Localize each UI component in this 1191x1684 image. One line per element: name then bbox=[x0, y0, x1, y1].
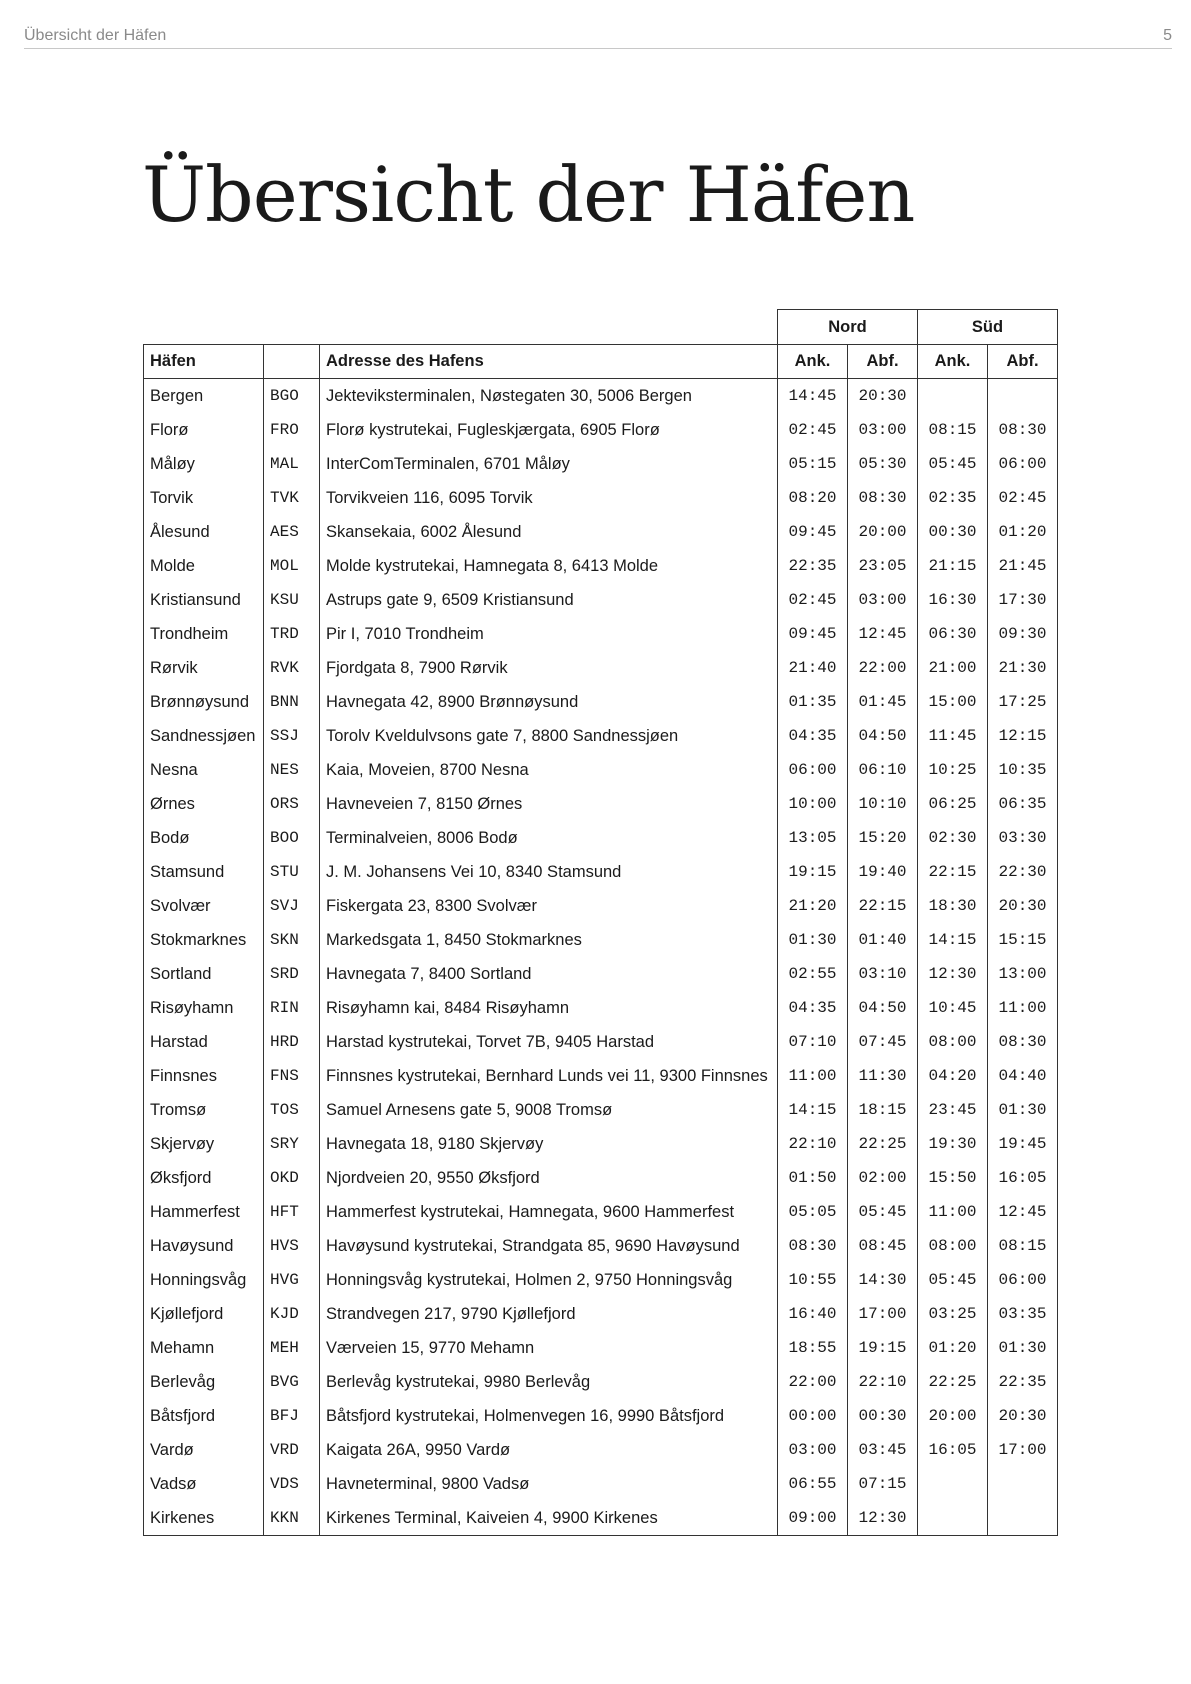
cell-code: FNS bbox=[264, 1059, 320, 1093]
cell-port: Ålesund bbox=[144, 515, 264, 549]
cell-sued-arrival: 14:15 bbox=[918, 923, 988, 957]
cell-port: Nesna bbox=[144, 753, 264, 787]
cell-sued-arrival: 10:45 bbox=[918, 991, 988, 1025]
table-row bbox=[144, 787, 1058, 821]
table-row bbox=[144, 1229, 1058, 1263]
cell-sued-arrival: 16:05 bbox=[918, 1433, 988, 1467]
cell-nord-departure: 03:00 bbox=[848, 413, 918, 447]
col-header-code bbox=[264, 345, 320, 379]
cell-sued-arrival: 15:50 bbox=[918, 1161, 988, 1195]
cell-sued-arrival: 06:30 bbox=[918, 617, 988, 651]
cell-code: BFJ bbox=[264, 1399, 320, 1433]
cell-sued-departure: 21:30 bbox=[988, 651, 1058, 685]
cell-address: Kirkenes Terminal, Kaiveien 4, 9900 Kirkenes bbox=[320, 1501, 778, 1536]
cell-nord-arrival: 21:20 bbox=[778, 889, 848, 923]
table-row bbox=[144, 1025, 1058, 1059]
cell-nord-arrival: 10:55 bbox=[778, 1263, 848, 1297]
cell-code: KSU bbox=[264, 583, 320, 617]
cell-address: Fiskergata 23, 8300 Svolvær bbox=[320, 889, 778, 923]
cell-address: Havneterminal, 9800 Vadsø bbox=[320, 1467, 778, 1501]
cell-code: TRD bbox=[264, 617, 320, 651]
cell-code: SKN bbox=[264, 923, 320, 957]
cell-nord-departure: 11:30 bbox=[848, 1059, 918, 1093]
cell-sued-arrival: 18:30 bbox=[918, 889, 988, 923]
cell-nord-arrival: 14:15 bbox=[778, 1093, 848, 1127]
table-row bbox=[144, 1059, 1058, 1093]
cell-address: Molde kystrutekai, Hamnegata 8, 6413 Molde bbox=[320, 549, 778, 583]
group-header-nord: Nord bbox=[778, 310, 918, 345]
cell-code: ORS bbox=[264, 787, 320, 821]
cell-sued-arrival: 21:15 bbox=[918, 549, 988, 583]
cell-nord-departure: 05:45 bbox=[848, 1195, 918, 1229]
table-row bbox=[144, 1433, 1058, 1467]
cell-address: Havnegata 42, 8900 Brønnøysund bbox=[320, 685, 778, 719]
cell-code: HVS bbox=[264, 1229, 320, 1263]
cell-sued-departure: 01:30 bbox=[988, 1093, 1058, 1127]
cell-sued-arrival: 19:30 bbox=[918, 1127, 988, 1161]
cell-address: Markedsgata 1, 8450 Stokmarknes bbox=[320, 923, 778, 957]
col-header-sued-departure: Abf. bbox=[988, 345, 1058, 379]
cell-port: Berlevåg bbox=[144, 1365, 264, 1399]
table-row bbox=[144, 719, 1058, 753]
cell-nord-arrival: 01:35 bbox=[778, 685, 848, 719]
cell-sued-arrival: 02:35 bbox=[918, 481, 988, 515]
cell-port: Rørvik bbox=[144, 651, 264, 685]
cell-nord-departure: 07:45 bbox=[848, 1025, 918, 1059]
column-header-row bbox=[144, 345, 1058, 379]
cell-address: Værveien 15, 9770 Mehamn bbox=[320, 1331, 778, 1365]
running-header-title: Übersicht der Häfen bbox=[24, 27, 167, 44]
cell-port: Kristiansund bbox=[144, 583, 264, 617]
cell-nord-arrival: 03:00 bbox=[778, 1433, 848, 1467]
cell-port: Finnsnes bbox=[144, 1059, 264, 1093]
cell-address: J. M. Johansens Vei 10, 8340 Stamsund bbox=[320, 855, 778, 889]
cell-sued-arrival bbox=[918, 379, 988, 414]
cell-nord-arrival: 07:10 bbox=[778, 1025, 848, 1059]
cell-port: Bodø bbox=[144, 821, 264, 855]
ports-table bbox=[143, 309, 1058, 1536]
cell-port: Svolvær bbox=[144, 889, 264, 923]
table-row bbox=[144, 923, 1058, 957]
cell-sued-departure: 08:15 bbox=[988, 1229, 1058, 1263]
table-row bbox=[144, 447, 1058, 481]
cell-port: Øksfjord bbox=[144, 1161, 264, 1195]
cell-sued-arrival: 05:45 bbox=[918, 447, 988, 481]
cell-code: MEH bbox=[264, 1331, 320, 1365]
cell-address: Båtsfjord kystrutekai, Holmenvegen 16, 9990 Båtsfjord bbox=[320, 1399, 778, 1433]
cell-sued-departure: 06:00 bbox=[988, 447, 1058, 481]
table-row bbox=[144, 1501, 1058, 1536]
cell-sued-departure: 20:30 bbox=[988, 889, 1058, 923]
cell-nord-departure: 19:40 bbox=[848, 855, 918, 889]
cell-address: Skansekaia, 6002 Ålesund bbox=[320, 515, 778, 549]
group-header-row bbox=[144, 310, 1058, 345]
cell-nord-departure: 12:30 bbox=[848, 1501, 918, 1536]
cell-sued-departure bbox=[988, 1501, 1058, 1536]
table-row bbox=[144, 1127, 1058, 1161]
cell-sued-departure: 19:45 bbox=[988, 1127, 1058, 1161]
cell-sued-arrival: 23:45 bbox=[918, 1093, 988, 1127]
table-row bbox=[144, 889, 1058, 923]
cell-nord-departure: 08:45 bbox=[848, 1229, 918, 1263]
cell-address: Kaigata 26A, 9950 Vardø bbox=[320, 1433, 778, 1467]
cell-sued-departure: 12:15 bbox=[988, 719, 1058, 753]
cell-nord-arrival: 08:20 bbox=[778, 481, 848, 515]
cell-sued-departure: 06:35 bbox=[988, 787, 1058, 821]
col-header-port: Häfen bbox=[144, 345, 264, 379]
cell-nord-arrival: 06:00 bbox=[778, 753, 848, 787]
table-row bbox=[144, 991, 1058, 1025]
cell-port: Måløy bbox=[144, 447, 264, 481]
cell-nord-arrival: 10:00 bbox=[778, 787, 848, 821]
cell-sued-departure: 11:00 bbox=[988, 991, 1058, 1025]
cell-sued-arrival: 08:15 bbox=[918, 413, 988, 447]
ports-table-body bbox=[144, 379, 1058, 1536]
cell-port: Florø bbox=[144, 413, 264, 447]
cell-nord-arrival: 09:45 bbox=[778, 515, 848, 549]
cell-port: Stokmarknes bbox=[144, 923, 264, 957]
cell-code: HVG bbox=[264, 1263, 320, 1297]
cell-nord-arrival: 06:55 bbox=[778, 1467, 848, 1501]
cell-sued-departure: 03:35 bbox=[988, 1297, 1058, 1331]
table-row bbox=[144, 617, 1058, 651]
cell-nord-departure: 17:00 bbox=[848, 1297, 918, 1331]
cell-nord-departure: 01:40 bbox=[848, 923, 918, 957]
cell-sued-arrival: 11:00 bbox=[918, 1195, 988, 1229]
cell-port: Molde bbox=[144, 549, 264, 583]
cell-sued-arrival: 10:25 bbox=[918, 753, 988, 787]
cell-nord-arrival: 22:35 bbox=[778, 549, 848, 583]
cell-nord-arrival: 13:05 bbox=[778, 821, 848, 855]
table-row bbox=[144, 1297, 1058, 1331]
cell-port: Stamsund bbox=[144, 855, 264, 889]
cell-nord-departure: 08:30 bbox=[848, 481, 918, 515]
cell-nord-arrival: 05:05 bbox=[778, 1195, 848, 1229]
cell-sued-departure: 17:25 bbox=[988, 685, 1058, 719]
cell-address: Finnsnes kystrutekai, Bernhard Lunds vei 11, 9300 Finnsnes bbox=[320, 1059, 778, 1093]
cell-nord-departure: 06:10 bbox=[848, 753, 918, 787]
page-number: 5 bbox=[1163, 27, 1172, 44]
cell-nord-departure: 22:00 bbox=[848, 651, 918, 685]
cell-address: Florø kystrutekai, Fugleskjærgata, 6905 Florø bbox=[320, 413, 778, 447]
cell-port: Kjøllefjord bbox=[144, 1297, 264, 1331]
cell-sued-arrival: 06:25 bbox=[918, 787, 988, 821]
cell-sued-arrival: 20:00 bbox=[918, 1399, 988, 1433]
table-row bbox=[144, 481, 1058, 515]
cell-sued-arrival: 22:25 bbox=[918, 1365, 988, 1399]
table-row bbox=[144, 1399, 1058, 1433]
cell-sued-departure bbox=[988, 1467, 1058, 1501]
cell-sued-departure: 22:35 bbox=[988, 1365, 1058, 1399]
cell-sued-arrival bbox=[918, 1467, 988, 1501]
table-row bbox=[144, 583, 1058, 617]
cell-address: Havneveien 7, 8150 Ørnes bbox=[320, 787, 778, 821]
cell-sued-arrival: 08:00 bbox=[918, 1229, 988, 1263]
cell-nord-departure: 14:30 bbox=[848, 1263, 918, 1297]
cell-code: HRD bbox=[264, 1025, 320, 1059]
cell-sued-arrival: 00:30 bbox=[918, 515, 988, 549]
cell-address: Torolv Kveldulvsons gate 7, 8800 Sandnessjøen bbox=[320, 719, 778, 753]
cell-sued-departure: 10:35 bbox=[988, 753, 1058, 787]
cell-sued-departure: 16:05 bbox=[988, 1161, 1058, 1195]
cell-nord-arrival: 22:00 bbox=[778, 1365, 848, 1399]
col-header-sued-arrival: Ank. bbox=[918, 345, 988, 379]
table-row bbox=[144, 1467, 1058, 1501]
cell-port: Båtsfjord bbox=[144, 1399, 264, 1433]
cell-nord-arrival: 18:55 bbox=[778, 1331, 848, 1365]
cell-address: Pir I, 7010 Trondheim bbox=[320, 617, 778, 651]
cell-code: MOL bbox=[264, 549, 320, 583]
cell-port: Honningsvåg bbox=[144, 1263, 264, 1297]
cell-code: AES bbox=[264, 515, 320, 549]
cell-nord-arrival: 16:40 bbox=[778, 1297, 848, 1331]
cell-sued-arrival: 22:15 bbox=[918, 855, 988, 889]
cell-nord-departure: 03:45 bbox=[848, 1433, 918, 1467]
col-header-address: Adresse des Hafens bbox=[320, 345, 778, 379]
cell-code: RVK bbox=[264, 651, 320, 685]
cell-code: FRO bbox=[264, 413, 320, 447]
table-row bbox=[144, 379, 1058, 414]
cell-code: TVK bbox=[264, 481, 320, 515]
cell-sued-departure: 22:30 bbox=[988, 855, 1058, 889]
cell-sued-arrival: 15:00 bbox=[918, 685, 988, 719]
cell-address: Havnegata 7, 8400 Sortland bbox=[320, 957, 778, 991]
cell-nord-departure: 20:00 bbox=[848, 515, 918, 549]
cell-address: InterComTerminalen, 6701 Måløy bbox=[320, 447, 778, 481]
table-row bbox=[144, 957, 1058, 991]
table-row bbox=[144, 1195, 1058, 1229]
cell-port: Havøysund bbox=[144, 1229, 264, 1263]
cell-nord-departure: 04:50 bbox=[848, 991, 918, 1025]
cell-port: Harstad bbox=[144, 1025, 264, 1059]
cell-address: Torvikveien 116, 6095 Torvik bbox=[320, 481, 778, 515]
cell-address: Risøyhamn kai, 8484 Risøyhamn bbox=[320, 991, 778, 1025]
cell-code: SSJ bbox=[264, 719, 320, 753]
cell-nord-departure: 03:10 bbox=[848, 957, 918, 991]
cell-nord-departure: 01:45 bbox=[848, 685, 918, 719]
cell-sued-departure: 03:30 bbox=[988, 821, 1058, 855]
cell-sued-arrival: 11:45 bbox=[918, 719, 988, 753]
cell-sued-departure: 17:30 bbox=[988, 583, 1058, 617]
cell-nord-departure: 22:15 bbox=[848, 889, 918, 923]
cell-port: Ørnes bbox=[144, 787, 264, 821]
cell-address: Terminalveien, 8006 Bodø bbox=[320, 821, 778, 855]
cell-port: Torvik bbox=[144, 481, 264, 515]
cell-port: Mehamn bbox=[144, 1331, 264, 1365]
cell-nord-arrival: 02:45 bbox=[778, 413, 848, 447]
cell-port: Tromsø bbox=[144, 1093, 264, 1127]
cell-nord-arrival: 21:40 bbox=[778, 651, 848, 685]
cell-nord-arrival: 02:45 bbox=[778, 583, 848, 617]
cell-sued-departure: 17:00 bbox=[988, 1433, 1058, 1467]
cell-nord-departure: 15:20 bbox=[848, 821, 918, 855]
table-row bbox=[144, 515, 1058, 549]
table-row bbox=[144, 1093, 1058, 1127]
cell-nord-departure: 22:10 bbox=[848, 1365, 918, 1399]
cell-address: Hammerfest kystrutekai, Hamnegata, 9600 Hammerfest bbox=[320, 1195, 778, 1229]
cell-code: BNN bbox=[264, 685, 320, 719]
cell-nord-arrival: 09:45 bbox=[778, 617, 848, 651]
cell-address: Samuel Arnesens gate 5, 9008 Tromsø bbox=[320, 1093, 778, 1127]
cell-nord-arrival: 00:00 bbox=[778, 1399, 848, 1433]
cell-port: Sortland bbox=[144, 957, 264, 991]
cell-address: Harstad kystrutekai, Torvet 7B, 9405 Harstad bbox=[320, 1025, 778, 1059]
cell-sued-arrival: 01:20 bbox=[918, 1331, 988, 1365]
cell-sued-arrival: 21:00 bbox=[918, 651, 988, 685]
cell-nord-arrival: 14:45 bbox=[778, 379, 848, 414]
cell-code: MAL bbox=[264, 447, 320, 481]
cell-nord-arrival: 22:10 bbox=[778, 1127, 848, 1161]
cell-sued-arrival: 03:25 bbox=[918, 1297, 988, 1331]
cell-sued-departure: 01:30 bbox=[988, 1331, 1058, 1365]
cell-code: STU bbox=[264, 855, 320, 889]
cell-address: Havøysund kystrutekai, Strandgata 85, 9690 Havøysund bbox=[320, 1229, 778, 1263]
cell-nord-arrival: 04:35 bbox=[778, 991, 848, 1025]
table-row bbox=[144, 753, 1058, 787]
cell-nord-arrival: 09:00 bbox=[778, 1501, 848, 1536]
running-header bbox=[24, 24, 1172, 49]
cell-sued-arrival: 04:20 bbox=[918, 1059, 988, 1093]
cell-sued-departure: 08:30 bbox=[988, 1025, 1058, 1059]
cell-address: Fjordgata 8, 7900 Rørvik bbox=[320, 651, 778, 685]
cell-code: NES bbox=[264, 753, 320, 787]
cell-sued-arrival: 16:30 bbox=[918, 583, 988, 617]
cell-nord-departure: 12:45 bbox=[848, 617, 918, 651]
cell-code: OKD bbox=[264, 1161, 320, 1195]
table-row bbox=[144, 855, 1058, 889]
cell-nord-departure: 22:25 bbox=[848, 1127, 918, 1161]
cell-port: Hammerfest bbox=[144, 1195, 264, 1229]
cell-sued-arrival: 12:30 bbox=[918, 957, 988, 991]
cell-port: Sandnessjøen bbox=[144, 719, 264, 753]
cell-code: TOS bbox=[264, 1093, 320, 1127]
group-header-sued: Süd bbox=[918, 310, 1058, 345]
cell-sued-arrival: 05:45 bbox=[918, 1263, 988, 1297]
cell-nord-arrival: 04:35 bbox=[778, 719, 848, 753]
cell-sued-arrival: 02:30 bbox=[918, 821, 988, 855]
cell-address: Berlevåg kystrutekai, 9980 Berlevåg bbox=[320, 1365, 778, 1399]
cell-address: Honningsvåg kystrutekai, Holmen 2, 9750 Honningsvåg bbox=[320, 1263, 778, 1297]
cell-nord-arrival: 11:00 bbox=[778, 1059, 848, 1093]
cell-nord-departure: 07:15 bbox=[848, 1467, 918, 1501]
cell-port: Risøyhamn bbox=[144, 991, 264, 1025]
cell-sued-departure: 02:45 bbox=[988, 481, 1058, 515]
cell-address: Havnegata 18, 9180 Skjervøy bbox=[320, 1127, 778, 1161]
cell-code: SRD bbox=[264, 957, 320, 991]
table-row bbox=[144, 821, 1058, 855]
col-header-nord-departure: Abf. bbox=[848, 345, 918, 379]
cell-port: Trondheim bbox=[144, 617, 264, 651]
cell-code: KKN bbox=[264, 1501, 320, 1536]
page-title: Übersicht der Häfen bbox=[142, 150, 915, 239]
table-row bbox=[144, 413, 1058, 447]
cell-nord-arrival: 19:15 bbox=[778, 855, 848, 889]
cell-code: BGO bbox=[264, 379, 320, 414]
cell-nord-departure: 02:00 bbox=[848, 1161, 918, 1195]
cell-code: SRY bbox=[264, 1127, 320, 1161]
cell-sued-departure bbox=[988, 379, 1058, 414]
cell-sued-departure: 12:45 bbox=[988, 1195, 1058, 1229]
cell-code: VRD bbox=[264, 1433, 320, 1467]
cell-nord-arrival: 02:55 bbox=[778, 957, 848, 991]
cell-port: Bergen bbox=[144, 379, 264, 414]
cell-sued-departure: 04:40 bbox=[988, 1059, 1058, 1093]
table-row bbox=[144, 685, 1058, 719]
cell-nord-departure: 04:50 bbox=[848, 719, 918, 753]
cell-sued-departure: 09:30 bbox=[988, 617, 1058, 651]
cell-sued-departure: 21:45 bbox=[988, 549, 1058, 583]
cell-sued-arrival bbox=[918, 1501, 988, 1536]
cell-port: Skjervøy bbox=[144, 1127, 264, 1161]
cell-port: Vardø bbox=[144, 1433, 264, 1467]
cell-address: Strandvegen 217, 9790 Kjøllefjord bbox=[320, 1297, 778, 1331]
table-row bbox=[144, 1263, 1058, 1297]
cell-sued-departure: 15:15 bbox=[988, 923, 1058, 957]
cell-nord-departure: 10:10 bbox=[848, 787, 918, 821]
cell-nord-departure: 18:15 bbox=[848, 1093, 918, 1127]
cell-address: Kaia, Moveien, 8700 Nesna bbox=[320, 753, 778, 787]
cell-sued-arrival: 08:00 bbox=[918, 1025, 988, 1059]
cell-nord-departure: 00:30 bbox=[848, 1399, 918, 1433]
cell-nord-departure: 03:00 bbox=[848, 583, 918, 617]
table-row bbox=[144, 1365, 1058, 1399]
cell-port: Kirkenes bbox=[144, 1501, 264, 1536]
cell-code: VDS bbox=[264, 1467, 320, 1501]
cell-sued-departure: 01:20 bbox=[988, 515, 1058, 549]
cell-code: SVJ bbox=[264, 889, 320, 923]
cell-nord-departure: 05:30 bbox=[848, 447, 918, 481]
cell-address: Njordveien 20, 9550 Øksfjord bbox=[320, 1161, 778, 1195]
table-row bbox=[144, 1161, 1058, 1195]
cell-nord-arrival: 05:15 bbox=[778, 447, 848, 481]
group-header-blank bbox=[144, 310, 778, 345]
cell-code: KJD bbox=[264, 1297, 320, 1331]
cell-nord-departure: 23:05 bbox=[848, 549, 918, 583]
cell-address: Astrups gate 9, 6509 Kristiansund bbox=[320, 583, 778, 617]
table-row bbox=[144, 651, 1058, 685]
table-row bbox=[144, 549, 1058, 583]
cell-address: Jekteviksterminalen, Nøstegaten 30, 5006 Bergen bbox=[320, 379, 778, 414]
cell-nord-departure: 20:30 bbox=[848, 379, 918, 414]
cell-sued-departure: 20:30 bbox=[988, 1399, 1058, 1433]
cell-nord-arrival: 08:30 bbox=[778, 1229, 848, 1263]
cell-code: HFT bbox=[264, 1195, 320, 1229]
table-row bbox=[144, 1331, 1058, 1365]
cell-code: BVG bbox=[264, 1365, 320, 1399]
cell-nord-departure: 19:15 bbox=[848, 1331, 918, 1365]
cell-code: BOO bbox=[264, 821, 320, 855]
cell-code: RIN bbox=[264, 991, 320, 1025]
cell-sued-departure: 13:00 bbox=[988, 957, 1058, 991]
cell-nord-arrival: 01:50 bbox=[778, 1161, 848, 1195]
cell-port: Brønnøysund bbox=[144, 685, 264, 719]
cell-sued-departure: 08:30 bbox=[988, 413, 1058, 447]
cell-nord-arrival: 01:30 bbox=[778, 923, 848, 957]
cell-sued-departure: 06:00 bbox=[988, 1263, 1058, 1297]
col-header-nord-arrival: Ank. bbox=[778, 345, 848, 379]
cell-port: Vadsø bbox=[144, 1467, 264, 1501]
